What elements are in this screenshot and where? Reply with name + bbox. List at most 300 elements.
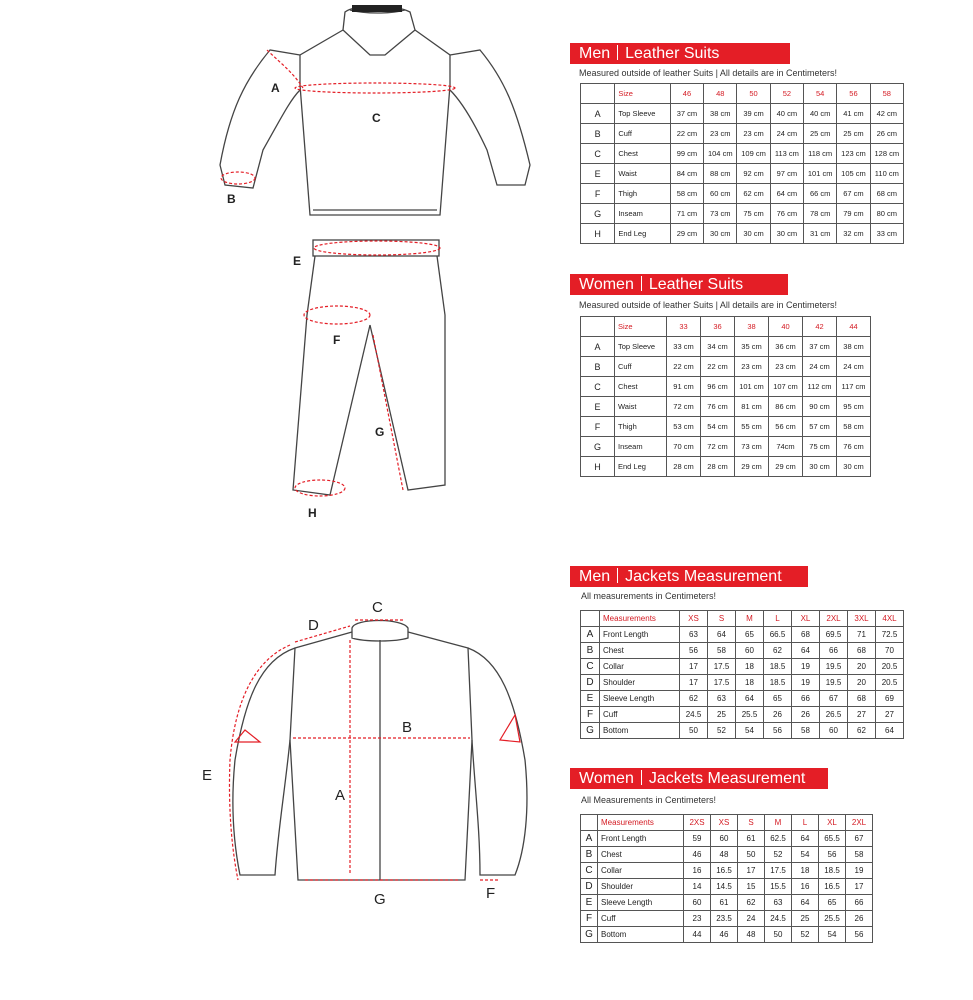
value-cell: 62 cm (737, 184, 770, 204)
row-key-cell: E (581, 895, 598, 911)
value-cell: 64 (736, 691, 764, 707)
value-cell: 52 (765, 847, 792, 863)
value-cell: 20.5 (876, 675, 904, 691)
row-label-cell: Collar (600, 659, 680, 675)
header-cell: M (765, 815, 792, 831)
value-cell: 42 cm (870, 104, 903, 124)
value-cell: 72 cm (667, 397, 701, 417)
value-cell: 56 (846, 927, 873, 943)
title-part-2: Jackets Measurement (648, 770, 806, 787)
row-label-cell: Shoulder (598, 879, 684, 895)
value-cell: 99 cm (670, 144, 703, 164)
header-cell: L (764, 611, 792, 627)
women-leather-suits-table (580, 316, 871, 477)
title-part-2: Leather Suits (625, 45, 720, 62)
table-row (581, 104, 904, 124)
row-key-cell: B (581, 643, 600, 659)
value-cell: 17 (680, 659, 708, 675)
value-cell: 67 cm (837, 184, 870, 204)
value-cell: 68 (848, 643, 876, 659)
value-cell: 123 cm (837, 144, 870, 164)
header-cell: XL (819, 815, 846, 831)
table-row (581, 675, 904, 691)
value-cell: 64 (876, 723, 904, 739)
value-cell: 26 (846, 911, 873, 927)
value-cell: 23 (684, 911, 711, 927)
header-cell: 36 (701, 317, 735, 337)
row-label-cell: Cuff (598, 911, 684, 927)
table-row (581, 927, 873, 943)
value-cell: 32 cm (837, 224, 870, 244)
value-cell: 16.5 (819, 879, 846, 895)
value-cell: 58 cm (670, 184, 703, 204)
value-cell: 80 cm (870, 204, 903, 224)
header-cell: Size (615, 317, 667, 337)
value-cell: 27 (876, 707, 904, 723)
value-cell: 117 cm (837, 377, 871, 397)
label-f: F (333, 333, 341, 347)
row-key-cell: D (581, 879, 598, 895)
value-cell: 16 (684, 863, 711, 879)
value-cell: 19.5 (820, 675, 848, 691)
table-row (581, 144, 904, 164)
row-label-cell: Cuff (615, 357, 667, 377)
value-cell: 22 cm (701, 357, 735, 377)
value-cell: 46 (711, 927, 738, 943)
value-cell: 65 (764, 691, 792, 707)
value-cell: 58 (792, 723, 820, 739)
value-cell: 113 cm (770, 144, 803, 164)
value-cell: 54 (792, 847, 819, 863)
value-cell: 74cm (769, 437, 803, 457)
value-cell: 63 (708, 691, 736, 707)
label-h: H (308, 506, 317, 520)
header-cell: 38 (735, 317, 769, 337)
table-row (581, 377, 871, 397)
value-cell: 96 cm (701, 377, 735, 397)
value-cell: 14.5 (711, 879, 738, 895)
header-cell (581, 84, 615, 104)
value-cell: 25 (708, 707, 736, 723)
value-cell: 24.5 (680, 707, 708, 723)
value-cell: 58 (846, 847, 873, 863)
value-cell: 52 (792, 927, 819, 943)
header-cell: XL (792, 611, 820, 627)
header-cell: 40 (769, 317, 803, 337)
row-key-cell: B (581, 357, 615, 377)
value-cell: 65 (736, 627, 764, 643)
header-cell: S (738, 815, 765, 831)
row-key-cell: C (581, 377, 615, 397)
value-cell: 66 cm (804, 184, 837, 204)
value-cell: 73 cm (704, 204, 737, 224)
value-cell: 62 (848, 723, 876, 739)
value-cell: 81 cm (735, 397, 769, 417)
row-label-cell: Cuff (600, 707, 680, 723)
value-cell: 66.5 (764, 627, 792, 643)
value-cell: 38 cm (704, 104, 737, 124)
header-cell: 46 (670, 84, 703, 104)
row-label-cell: Waist (615, 164, 671, 184)
value-cell: 18 (736, 675, 764, 691)
row-key-cell: H (581, 224, 615, 244)
value-cell: 14 (684, 879, 711, 895)
value-cell: 78 cm (804, 204, 837, 224)
value-cell: 16 (792, 879, 819, 895)
value-cell: 24 cm (803, 357, 837, 377)
value-cell: 70 cm (667, 437, 701, 457)
value-cell: 26.5 (820, 707, 848, 723)
value-cell: 64 (792, 643, 820, 659)
value-cell: 20.5 (876, 659, 904, 675)
value-cell: 30 cm (837, 457, 871, 477)
row-key-cell: B (581, 847, 598, 863)
value-cell: 104 cm (704, 144, 737, 164)
value-cell: 50 (738, 847, 765, 863)
title-part-1: Men (579, 45, 611, 62)
value-cell: 18.5 (764, 675, 792, 691)
table-row (581, 879, 873, 895)
value-cell: 59 (684, 831, 711, 847)
value-cell: 54 (819, 927, 846, 943)
value-cell: 25 cm (837, 124, 870, 144)
value-cell: 23 cm (737, 124, 770, 144)
value-cell: 65.5 (819, 831, 846, 847)
men-jackets-table (580, 610, 904, 739)
value-cell: 56 (680, 643, 708, 659)
header-cell: 44 (837, 317, 871, 337)
header-cell: 4XL (876, 611, 904, 627)
value-cell: 25 cm (804, 124, 837, 144)
header-cell: 58 (870, 84, 903, 104)
value-cell: 24.5 (765, 911, 792, 927)
value-cell: 48 (711, 847, 738, 863)
value-cell: 17.5 (708, 659, 736, 675)
value-cell: 25.5 (736, 707, 764, 723)
value-cell: 35 cm (735, 337, 769, 357)
row-label-cell: Top Sleeve (615, 104, 671, 124)
value-cell: 62.5 (765, 831, 792, 847)
row-label-cell: Chest (600, 643, 680, 659)
header-cell (581, 317, 615, 337)
value-cell: 16.5 (711, 863, 738, 879)
table-header-row (581, 317, 871, 337)
value-cell: 60 (736, 643, 764, 659)
value-cell: 20 (848, 659, 876, 675)
table-row (581, 337, 871, 357)
header-cell: 42 (803, 317, 837, 337)
value-cell: 26 (764, 707, 792, 723)
value-cell: 90 cm (803, 397, 837, 417)
table-row (581, 691, 904, 707)
header-cell (581, 815, 598, 831)
table-row (581, 224, 904, 244)
header-cell: 52 (770, 84, 803, 104)
value-cell: 69 (876, 691, 904, 707)
value-cell: 28 cm (701, 457, 735, 477)
value-cell: 65 (819, 895, 846, 911)
table-row (581, 895, 873, 911)
value-cell: 19 (846, 863, 873, 879)
value-cell: 29 cm (769, 457, 803, 477)
value-cell: 40 cm (804, 104, 837, 124)
row-label-cell: Chest (615, 377, 667, 397)
suit-jacket-illustration (205, 0, 545, 235)
value-cell: 15.5 (765, 879, 792, 895)
value-cell: 27 (848, 707, 876, 723)
row-key-cell: A (581, 627, 600, 643)
table-header-row (581, 611, 904, 627)
row-key-cell: D (581, 675, 600, 691)
table-row (581, 627, 904, 643)
title-part-2: Leather Suits (648, 276, 744, 293)
value-cell: 37 cm (670, 104, 703, 124)
value-cell: 101 cm (735, 377, 769, 397)
row-label-cell: Shoulder (600, 675, 680, 691)
row-label-cell: Collar (598, 863, 684, 879)
value-cell: 23 cm (735, 357, 769, 377)
table-row (581, 831, 873, 847)
value-cell: 61 (738, 831, 765, 847)
header-cell: M (736, 611, 764, 627)
table-header-row (581, 84, 904, 104)
header-cell: 56 (837, 84, 870, 104)
row-label-cell: End Leg (615, 224, 671, 244)
table-row (581, 707, 904, 723)
row-key-cell: E (581, 397, 615, 417)
row-key-cell: H (581, 457, 615, 477)
value-cell: 36 cm (769, 337, 803, 357)
value-cell: 23 cm (704, 124, 737, 144)
value-cell: 84 cm (670, 164, 703, 184)
value-cell: 60 (684, 895, 711, 911)
value-cell: 26 cm (870, 124, 903, 144)
value-cell: 31 cm (804, 224, 837, 244)
value-cell: 29 cm (670, 224, 703, 244)
value-cell: 17 (738, 863, 765, 879)
table-row (581, 164, 904, 184)
row-label-cell: End Leg (615, 457, 667, 477)
value-cell: 72.5 (876, 627, 904, 643)
value-cell: 28 cm (667, 457, 701, 477)
row-key-cell: C (581, 659, 600, 675)
value-cell: 24 (738, 911, 765, 927)
row-label-cell: Inseam (615, 437, 667, 457)
value-cell: 58 cm (837, 417, 871, 437)
women-jackets-subtitle: All Measurements in Centimeters! (581, 795, 717, 805)
value-cell: 44 (684, 927, 711, 943)
header-cell: L (792, 815, 819, 831)
value-cell: 52 (708, 723, 736, 739)
row-key-cell: F (581, 911, 598, 927)
value-cell: 50 (680, 723, 708, 739)
value-cell: 63 (765, 895, 792, 911)
row-label-cell: Chest (615, 144, 671, 164)
row-label-cell: Cuff (615, 124, 671, 144)
header-cell: Measurements (598, 815, 684, 831)
men-jackets-title (570, 566, 808, 587)
header-cell: 33 (667, 317, 701, 337)
value-cell: 69.5 (820, 627, 848, 643)
row-key-cell: G (581, 437, 615, 457)
value-cell: 30 cm (803, 457, 837, 477)
value-cell: 112 cm (803, 377, 837, 397)
row-key-cell: C (581, 863, 598, 879)
value-cell: 54 cm (701, 417, 735, 437)
value-cell: 17 (846, 879, 873, 895)
women-leather-suits-title (570, 274, 788, 295)
value-cell: 23.5 (711, 911, 738, 927)
label-b: B (227, 192, 236, 206)
value-cell: 64 (792, 895, 819, 911)
value-cell: 67 (846, 831, 873, 847)
header-cell: 2XL (846, 815, 873, 831)
value-cell: 41 cm (837, 104, 870, 124)
table-header-row (581, 815, 873, 831)
value-cell: 75 cm (803, 437, 837, 457)
table-row (581, 397, 871, 417)
table-row (581, 357, 871, 377)
value-cell: 76 cm (770, 204, 803, 224)
value-cell: 33 cm (870, 224, 903, 244)
value-cell: 56 (819, 847, 846, 863)
value-cell: 88 cm (704, 164, 737, 184)
table-row (581, 723, 904, 739)
value-cell: 56 cm (769, 417, 803, 437)
value-cell: 76 cm (837, 437, 871, 457)
value-cell: 56 (764, 723, 792, 739)
value-cell: 23 cm (769, 357, 803, 377)
label-e: E (202, 767, 213, 784)
jacket-illustration (190, 590, 550, 920)
value-cell: 107 cm (769, 377, 803, 397)
row-label-cell: Front Length (600, 627, 680, 643)
value-cell: 64 cm (770, 184, 803, 204)
row-key-cell: F (581, 417, 615, 437)
header-cell: S (708, 611, 736, 627)
value-cell: 20 (848, 675, 876, 691)
value-cell: 101 cm (804, 164, 837, 184)
row-label-cell: Sleeve Length (598, 895, 684, 911)
label-c: C (372, 599, 383, 616)
value-cell: 30 cm (737, 224, 770, 244)
header-cell: Size (615, 84, 671, 104)
value-cell: 48 (738, 927, 765, 943)
value-cell: 66 (846, 895, 873, 911)
value-cell: 22 cm (670, 124, 703, 144)
value-cell: 24 cm (837, 357, 871, 377)
header-cell: Measurements (600, 611, 680, 627)
value-cell: 68 (848, 691, 876, 707)
value-cell: 75 cm (737, 204, 770, 224)
row-label-cell: Front Length (598, 831, 684, 847)
value-cell: 109 cm (737, 144, 770, 164)
label-g: G (374, 891, 386, 908)
value-cell: 50 (765, 927, 792, 943)
value-cell: 110 cm (870, 164, 903, 184)
value-cell: 60 (820, 723, 848, 739)
table-row (581, 204, 904, 224)
value-cell: 66 (792, 691, 820, 707)
value-cell: 76 cm (701, 397, 735, 417)
row-label-cell: Sleeve Length (600, 691, 680, 707)
value-cell: 62 (764, 643, 792, 659)
label-d: D (308, 617, 319, 634)
value-cell: 30 cm (704, 224, 737, 244)
row-key-cell: A (581, 831, 598, 847)
value-cell: 18.5 (764, 659, 792, 675)
value-cell: 97 cm (770, 164, 803, 184)
value-cell: 15 (738, 879, 765, 895)
value-cell: 118 cm (804, 144, 837, 164)
men-leather-suits-table (580, 83, 904, 244)
value-cell: 38 cm (837, 337, 871, 357)
value-cell: 29 cm (735, 457, 769, 477)
value-cell: 18 (792, 863, 819, 879)
row-key-cell: A (581, 337, 615, 357)
title-part-1: Women (579, 276, 634, 293)
value-cell: 17.5 (765, 863, 792, 879)
row-label-cell: Bottom (600, 723, 680, 739)
value-cell: 86 cm (769, 397, 803, 417)
value-cell: 53 cm (667, 417, 701, 437)
value-cell: 60 (711, 831, 738, 847)
men-leather-suits-subtitle: Measured outside of leather Suits | All details are in Centimeters! (579, 68, 837, 78)
value-cell: 39 cm (737, 104, 770, 124)
value-cell: 68 (792, 627, 820, 643)
label-e: E (293, 254, 302, 268)
table-row (581, 457, 871, 477)
value-cell: 46 (684, 847, 711, 863)
value-cell: 128 cm (870, 144, 903, 164)
table-row (581, 911, 873, 927)
header-cell: XS (711, 815, 738, 831)
row-key-cell: B (581, 124, 615, 144)
value-cell: 25.5 (819, 911, 846, 927)
value-cell: 18.5 (819, 863, 846, 879)
value-cell: 33 cm (667, 337, 701, 357)
women-jackets-table (580, 814, 873, 943)
header-cell: 50 (737, 84, 770, 104)
header-cell (581, 611, 600, 627)
value-cell: 73 cm (735, 437, 769, 457)
value-cell: 58 (708, 643, 736, 659)
value-cell: 34 cm (701, 337, 735, 357)
row-key-cell: G (581, 927, 598, 943)
value-cell: 60 cm (704, 184, 737, 204)
header-cell: 3XL (848, 611, 876, 627)
value-cell: 24 cm (770, 124, 803, 144)
value-cell: 37 cm (803, 337, 837, 357)
value-cell: 40 cm (770, 104, 803, 124)
table-row (581, 417, 871, 437)
value-cell: 18 (736, 659, 764, 675)
value-cell: 72 cm (701, 437, 735, 457)
value-cell: 63 (680, 627, 708, 643)
table-row (581, 124, 904, 144)
label-c: C (372, 111, 381, 125)
value-cell: 67 (820, 691, 848, 707)
table-row (581, 863, 873, 879)
table-row (581, 184, 904, 204)
value-cell: 70 (876, 643, 904, 659)
men-jackets-subtitle: All measurements in Centimeters! (581, 591, 717, 601)
value-cell: 57 cm (803, 417, 837, 437)
header-cell: XS (680, 611, 708, 627)
value-cell: 95 cm (837, 397, 871, 417)
value-cell: 62 (738, 895, 765, 911)
value-cell: 19 (792, 675, 820, 691)
